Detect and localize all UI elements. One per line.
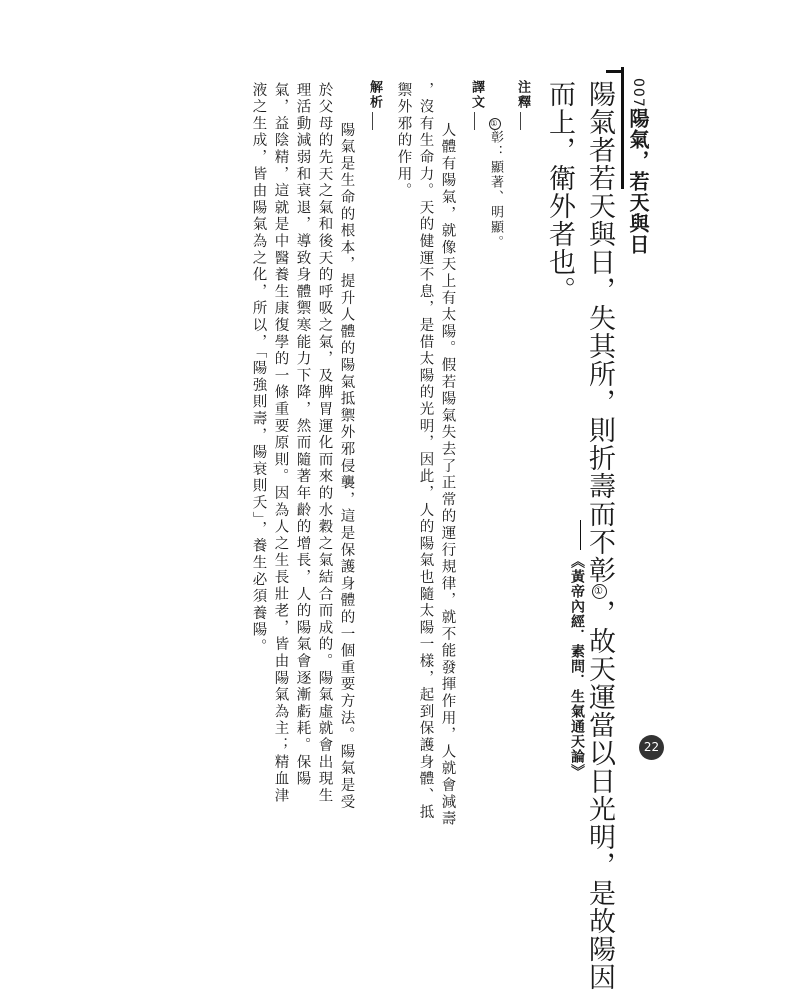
note-1-text: 彰：顯著、明顯。 — [488, 130, 503, 250]
translation-heading-rule — [474, 112, 476, 130]
chapter-title — [624, 78, 653, 255]
note-1 — [486, 118, 505, 250]
quote-line-1 — [586, 80, 613, 991]
note-1-marker: ① — [490, 119, 500, 128]
translation-line: ，沒有生命力。天的健運不息，是借太陽的光明，因此，人的陽氣也隨太陽一樣，起到保護身體、抵 — [417, 82, 434, 822]
translation-line: 禦外邪的作用。 — [395, 82, 412, 200]
translation-line: 人體有陽氣，就像天上有太陽。假若陽氣失去了正常的運行規律，就不能發揮作用，人就會減壽 — [439, 122, 456, 828]
footnote-marker-quote: ① — [592, 584, 607, 599]
chapter-number: 007 — [630, 78, 646, 108]
analysis-line: 理活動減弱和衰退，導致身體禦寒能力下降，然而隨著年齡的增長，人的陽氣會逐漸虧耗。保陽 — [294, 82, 311, 788]
quote-source-text: 《黃帝內經．素問．生氣通天論》 — [569, 554, 585, 779]
chapter-title-text: 陽氣，若天與日 — [626, 107, 650, 255]
analysis-line: 陽氣是生命的根本，提升人體的陽氣抵禦外邪侵襲，這是保護身體的一個重要方法。陽氣是受 — [338, 122, 355, 811]
analysis-heading-rule — [372, 112, 374, 130]
notes-heading-rule — [520, 112, 522, 130]
translation-heading: 譯文 — [469, 80, 484, 110]
analysis-line: 於父母的先天之氣和後天的呼吸之氣，及脾胃運化而來的水穀之氣結合而成的。陽氣虛就會出現生 — [316, 82, 333, 805]
quote-line-1-b: ，故天運當以日光明，是故陽因 — [584, 599, 615, 991]
analysis-line: 氣，益陰精，這就是中醫養生康復學的一條重要原則。因為人之生長壯老，皆由陽氣為主；精血津 — [272, 82, 289, 805]
notes-heading: 注釋 — [515, 80, 530, 110]
quote-line-2: 而上，衛外者也。 — [544, 80, 575, 304]
source-dash — [580, 520, 582, 550]
analysis-heading: 解析 — [367, 80, 382, 110]
analysis-line: 液之生成，皆由陽氣為之化，所以，「陽強則壽，陽衰則夭」，養生必須養陽。 — [250, 82, 267, 656]
quote-source — [567, 520, 587, 779]
page-number: 22 — [639, 735, 664, 760]
quote-line-1-a: 陽氣者若天與日，失其所，則折壽而不彰 — [584, 80, 615, 584]
